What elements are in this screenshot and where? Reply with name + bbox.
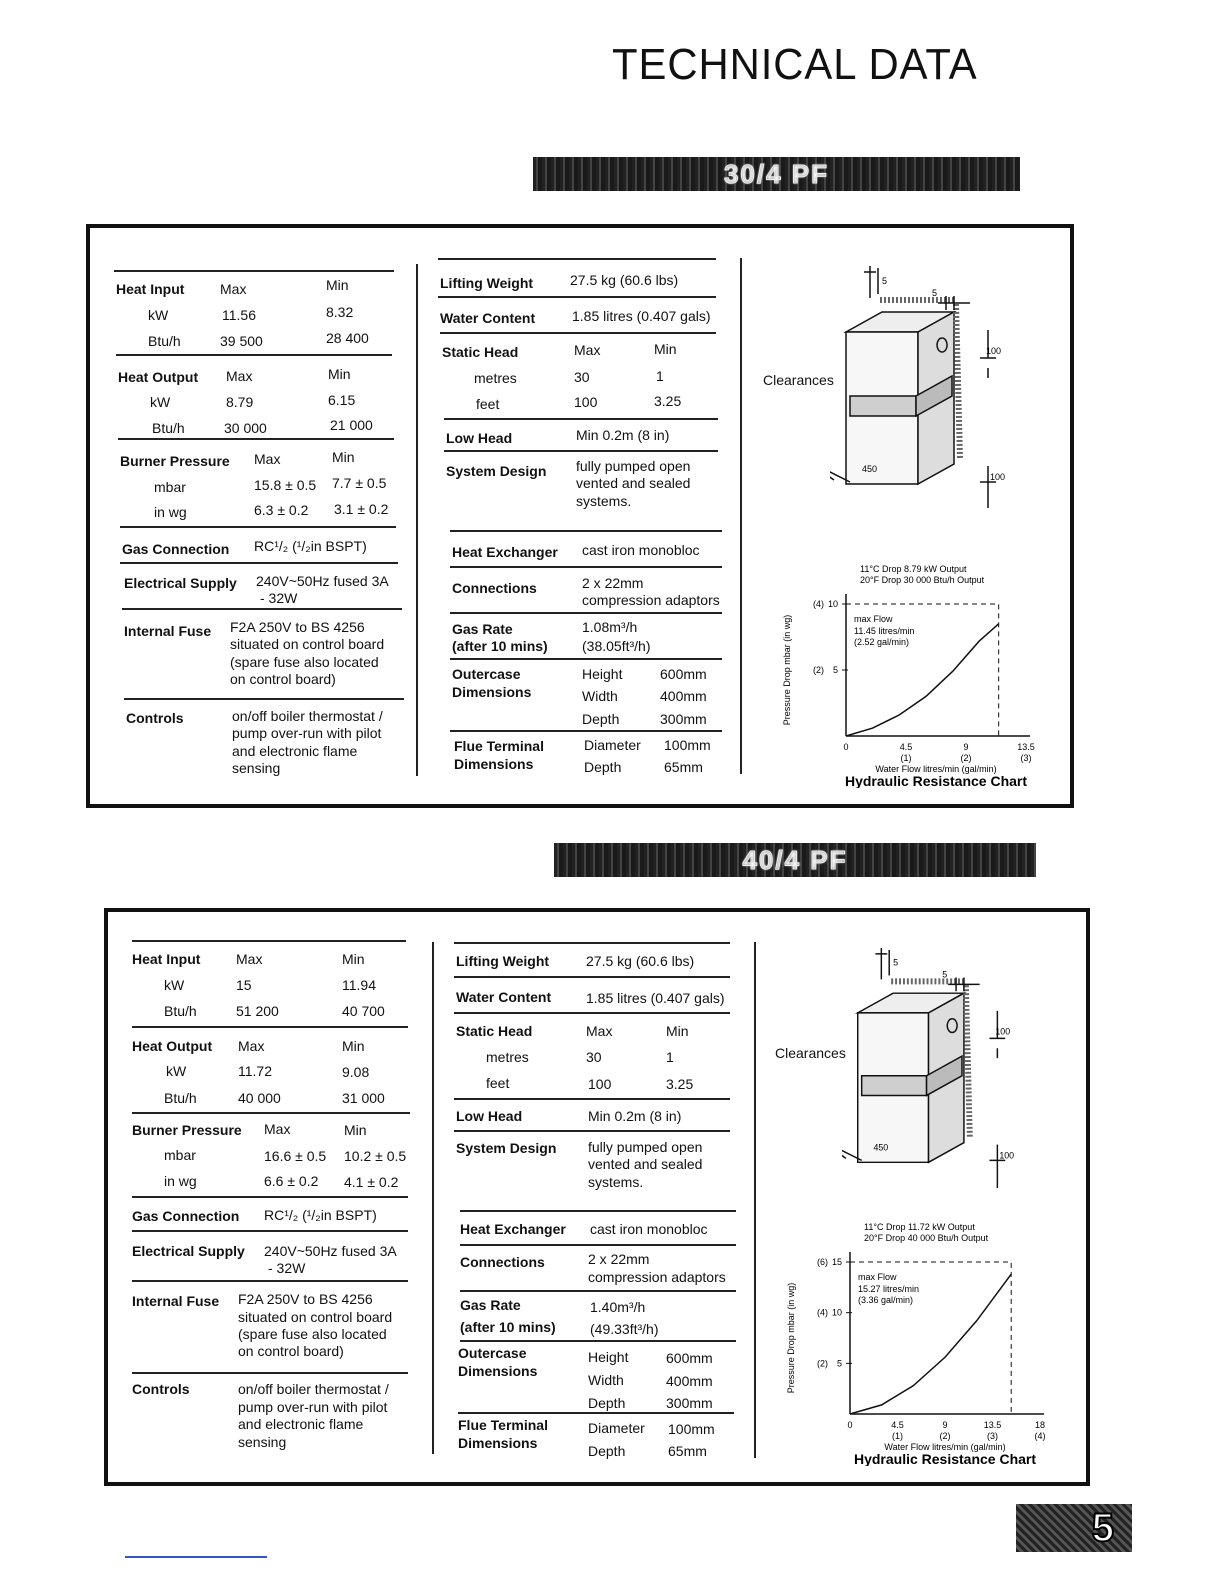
dimension-label: Width <box>582 688 618 704</box>
water-content-value: 1.85 litres (0.407 gals) <box>586 990 725 1006</box>
value: 11.72 <box>238 1063 272 1079</box>
system-design-line: vented and sealed <box>576 475 691 491</box>
max-label: Max <box>226 368 253 384</box>
min-label: Min <box>328 366 351 382</box>
outercase-sublabel: Dimensions <box>458 1363 538 1379</box>
x-tick-label: 13.5 <box>983 1420 1002 1430</box>
clearances-label: Clearances <box>763 372 834 388</box>
lifting-weight-value: 27.5 kg (60.6 lbs) <box>586 953 695 969</box>
clearance-bottom: 100 <box>999 1150 1015 1161</box>
value: 39 500 <box>220 333 263 349</box>
clearances-diagram <box>830 258 1070 508</box>
hydraulic-resistance-chart <box>780 1216 1060 1466</box>
dimension-label: Width <box>588 1372 624 1388</box>
y-tick-label: 5 <box>836 1358 842 1369</box>
low-head-value: Min 0.2m (8 in) <box>576 427 670 443</box>
value: 16.6 ± 0.5 <box>264 1148 327 1164</box>
static-head-label: Static Head <box>456 1023 533 1039</box>
internal-fuse-label: Internal Fuse <box>132 1293 220 1309</box>
value: 8.79 <box>226 394 254 410</box>
unit-label: kW <box>150 394 171 410</box>
clearance-bottom: 100 <box>990 472 1006 482</box>
unit-label: Btu/h <box>152 420 185 436</box>
unit-label: feet <box>476 396 500 412</box>
chart-annotation: 11°C Drop 8.79 kW Output <box>860 564 967 574</box>
page-number: 5 <box>1091 1505 1114 1550</box>
dimension-label: Depth <box>588 1443 626 1459</box>
unit-label: metres <box>486 1049 529 1065</box>
max-label: Max <box>254 451 281 467</box>
internal-fuse-line: (spare fuse also located <box>238 1326 387 1342</box>
value: 30 <box>586 1049 602 1065</box>
gas-rate-value: 1.40m³/h <box>590 1299 646 1315</box>
unit-label: in wg <box>164 1173 197 1189</box>
dimension-label: Diameter <box>588 1420 645 1436</box>
y-tick-label: 10 <box>831 1307 842 1318</box>
system-design-label: System Design <box>446 463 547 479</box>
dimension-label: Depth <box>584 759 622 775</box>
electrical-supply-label: Electrical Supply <box>124 575 237 591</box>
unit-label: mbar <box>164 1147 196 1163</box>
internal-fuse-line: situated on control board <box>238 1309 393 1325</box>
gas-rate-sublabel: (after 10 mins) <box>452 638 548 654</box>
controls-label: Controls <box>132 1381 190 1397</box>
max-label: Max <box>220 281 247 297</box>
controls-line: on/off boiler thermostat / <box>232 708 383 724</box>
system-design-line: fully pumped open <box>576 458 691 474</box>
water-content-label: Water Content <box>440 310 536 326</box>
electrical-supply-value: 240V~50Hz fused 3A <box>264 1243 397 1259</box>
heat-exchanger-label: Heat Exchanger <box>452 544 558 560</box>
flue-terminal-sublabel: Dimensions <box>454 756 534 772</box>
value: 3.25 <box>666 1076 694 1092</box>
min-label: Min <box>654 341 677 357</box>
unit-label: kW <box>166 1063 187 1079</box>
y-tick-label-secondary: (2) <box>813 665 824 675</box>
controls-line: sensing <box>232 760 281 776</box>
page-number-badge <box>1016 1504 1132 1552</box>
min-label: Min <box>344 1122 367 1138</box>
value: 6.15 <box>328 392 356 408</box>
low-head-label: Low Head <box>446 430 513 446</box>
value: 1 <box>656 368 664 384</box>
flue-terminal-sublabel: Dimensions <box>458 1435 538 1451</box>
dimension-label: Height <box>582 666 623 682</box>
x-tick-label-secondary: (1) <box>892 1431 903 1441</box>
max-flow-value: (3.36 gal/min) <box>858 1295 914 1305</box>
connections-label: Connections <box>460 1254 545 1270</box>
value: 8.32 <box>326 304 354 320</box>
dimension-value: 100mm <box>668 1421 715 1437</box>
max-label: Max <box>236 951 263 967</box>
x-tick-label: 18 <box>1034 1420 1046 1430</box>
gas-connection-value: RC¹/₂ (¹/₂in BSPT) <box>264 1207 377 1223</box>
static-head-label: Static Head <box>442 344 519 360</box>
value: 30 <box>574 369 590 385</box>
system-design-line: fully pumped open <box>588 1139 703 1155</box>
x-tick-label: 9 <box>963 742 969 752</box>
system-design-label: System Design <box>456 1140 557 1156</box>
chart-title: Hydraulic Resistance Chart <box>853 1451 1037 1466</box>
flue-terminal-label: Flue Terminal <box>454 738 544 754</box>
electrical-supply-value: - 32W <box>260 590 298 606</box>
controls-line: pump over-run with pilot <box>232 725 382 741</box>
footer-rule <box>125 1556 267 1558</box>
lifting-weight-label: Lifting Weight <box>440 275 534 291</box>
max-label: Max <box>238 1038 265 1054</box>
heat-output-label: Heat Output <box>132 1038 213 1054</box>
value: 4.1 ± 0.2 <box>344 1174 399 1190</box>
min-label: Min <box>326 277 349 293</box>
dimension-value: 300mm <box>660 711 707 727</box>
model-heading-band <box>554 843 1036 877</box>
x-tick-label: 0 <box>847 1420 853 1430</box>
y-axis-label: Pressure Drop mbar (in wg) <box>782 614 792 726</box>
connections-label: Connections <box>452 580 537 596</box>
heat-exchanger-value: cast iron monobloc <box>582 542 700 558</box>
chart-annotation: 20°F Drop 30 000 Btu/h Output <box>860 575 985 585</box>
value: 28 400 <box>326 330 369 346</box>
unit-label: kW <box>164 977 185 993</box>
x-tick-label: 0 <box>843 742 849 752</box>
controls-line: sensing <box>238 1434 287 1450</box>
value: 9.08 <box>342 1064 370 1080</box>
internal-fuse-line: (spare fuse also located <box>230 654 379 670</box>
dimension-value: 65mm <box>668 1443 707 1459</box>
unit-label: Btu/h <box>164 1003 197 1019</box>
system-design-line: vented and sealed <box>588 1156 703 1172</box>
x-tick-label-secondary: (1) <box>900 753 912 763</box>
x-tick-label-secondary: (3) <box>1020 753 1032 763</box>
outercase-sublabel: Dimensions <box>452 684 532 700</box>
gas-rate-label: Gas Rate <box>452 621 513 637</box>
y-tick-label-secondary: (6) <box>817 1257 828 1267</box>
x-axis-label: Water Flow litres/min (gal/min) <box>875 764 997 774</box>
dimension-value: 600mm <box>660 666 707 682</box>
min-label: Min <box>332 449 355 465</box>
dimension-value: 100mm <box>664 737 711 753</box>
value: 11.56 <box>222 307 256 323</box>
unit-label: kW <box>148 307 169 323</box>
y-tick-label: 10 <box>827 599 838 609</box>
dimension-label: Depth <box>582 711 620 727</box>
gas-connection-label: Gas Connection <box>122 541 230 557</box>
heat-input-label: Heat Input <box>116 281 185 297</box>
value: 100 <box>588 1076 612 1092</box>
unit-label: metres <box>474 370 517 386</box>
value: 6.6 ± 0.2 <box>264 1173 319 1189</box>
max-label: Max <box>574 342 601 358</box>
clearance-side-a: 5 <box>893 957 899 968</box>
dimension-value: 600mm <box>666 1350 713 1366</box>
value: 31 000 <box>342 1090 385 1106</box>
clearance-front: 450 <box>862 464 878 474</box>
value: 40 700 <box>342 1003 385 1019</box>
clearance-side-b: 5 <box>942 969 948 980</box>
gas-connection-value: RC¹/₂ (¹/₂in BSPT) <box>254 538 367 554</box>
lifting-weight-value: 27.5 kg (60.6 lbs) <box>570 272 679 288</box>
y-tick-label: 5 <box>832 665 838 675</box>
chart-annotation: 11°C Drop 11.72 kW Output <box>864 1222 975 1232</box>
clearances-label: Clearances <box>775 1045 846 1061</box>
value: 40 000 <box>238 1090 281 1106</box>
max-flow-value: (2.52 gal/min) <box>854 637 910 647</box>
dimension-value: 300mm <box>666 1395 713 1411</box>
y-tick-label-secondary: (4) <box>813 599 824 609</box>
max-label: Max <box>586 1023 613 1039</box>
internal-fuse-line: situated on control board <box>230 636 385 652</box>
water-content-label: Water Content <box>456 989 552 1005</box>
x-tick-label: 13.5 <box>1017 742 1035 752</box>
value: 11.94 <box>342 977 376 993</box>
electrical-supply-value: 240V~50Hz fused 3A <box>256 573 389 589</box>
outercase-label: Outercase <box>458 1345 527 1361</box>
y-tick-label-secondary: (4) <box>817 1307 828 1318</box>
max-label: Max <box>264 1121 291 1137</box>
controls-line: on/off boiler thermostat / <box>238 1381 389 1397</box>
value: 15.8 ± 0.5 <box>254 477 317 493</box>
value: 3.25 <box>654 393 682 409</box>
connections-value: 2 x 22mm <box>582 575 644 591</box>
value: 1 <box>666 1049 674 1065</box>
controls-line: and electronic flame <box>232 743 358 759</box>
model-name: 30/4 PF <box>723 158 830 189</box>
internal-fuse-line: F2A 250V to BS 4256 <box>230 619 365 635</box>
low-head-value: Min 0.2m (8 in) <box>588 1108 682 1124</box>
heat-output-label: Heat Output <box>118 369 199 385</box>
gas-rate-label: Gas Rate <box>460 1297 521 1313</box>
heat-exchanger-label: Heat Exchanger <box>460 1221 566 1237</box>
unit-label: Btu/h <box>148 333 181 349</box>
heat-input-label: Heat Input <box>132 951 201 967</box>
clearances-diagram <box>842 938 1078 1188</box>
min-label: Min <box>342 951 365 967</box>
system-design-line: systems. <box>588 1174 644 1190</box>
clearance-side-a: 5 <box>882 276 888 286</box>
x-tick-label-secondary: (2) <box>939 1431 951 1441</box>
gas-rate-value: (38.05ft³/h) <box>582 638 651 654</box>
gas-rate-value: (49.33ft³/h) <box>590 1321 659 1337</box>
electrical-supply-value: - 32W <box>268 1260 306 1276</box>
y-axis-label: Pressure Drop mbar (in wg) <box>786 1282 796 1394</box>
gas-rate-value: 1.08m³/h <box>582 619 638 635</box>
max-flow-value: 11.45 litres/min <box>854 626 915 636</box>
value: 30 000 <box>224 420 267 436</box>
min-label: Min <box>666 1023 689 1039</box>
controls-line: pump over-run with pilot <box>238 1399 388 1415</box>
dimension-value: 400mm <box>660 688 707 704</box>
clearance-front: 450 <box>873 1142 889 1153</box>
value: 21 000 <box>330 417 373 433</box>
x-tick-label-secondary: (4) <box>1034 1431 1046 1441</box>
page-title: TECHNICAL DATA <box>612 40 978 89</box>
water-content-value: 1.85 litres (0.407 gals) <box>572 308 711 324</box>
heat-exchanger-value: cast iron monobloc <box>590 1221 708 1237</box>
value: 51 200 <box>236 1003 279 1019</box>
spec-panel <box>86 224 1074 808</box>
connections-value: compression adaptors <box>582 592 720 608</box>
burner-pressure-label: Burner Pressure <box>132 1122 242 1138</box>
connections-value: compression adaptors <box>588 1269 726 1285</box>
unit-label: mbar <box>154 479 186 495</box>
dimension-label: Diameter <box>584 737 641 753</box>
dimension-value: 65mm <box>664 759 703 775</box>
controls-line: and electronic flame <box>238 1416 364 1432</box>
electrical-supply-label: Electrical Supply <box>132 1243 245 1259</box>
x-tick-label: 4.5 <box>899 742 913 752</box>
max-flow-label: max Flow <box>854 614 893 624</box>
unit-label: Btu/h <box>164 1090 197 1106</box>
flue-terminal-label: Flue Terminal <box>458 1417 548 1433</box>
clearance-top: 100 <box>995 1026 1011 1037</box>
value: 6.3 ± 0.2 <box>254 502 309 518</box>
model-name: 40/4 PF <box>742 844 848 875</box>
x-tick-label-secondary: (2) <box>960 753 972 763</box>
gas-rate-sublabel: (after 10 mins) <box>460 1319 556 1335</box>
hydraulic-resistance-chart <box>776 558 1046 788</box>
internal-fuse-line: F2A 250V to BS 4256 <box>238 1291 373 1307</box>
controls-label: Controls <box>126 710 184 726</box>
chart-title: Hydraulic Resistance Chart <box>844 773 1028 788</box>
min-label: Min <box>342 1038 365 1054</box>
internal-fuse-line: on control board) <box>230 671 336 687</box>
value: 10.2 ± 0.5 <box>344 1148 407 1164</box>
burner-pressure-label: Burner Pressure <box>120 453 230 469</box>
outercase-label: Outercase <box>452 666 521 682</box>
dimension-label: Depth <box>588 1395 626 1411</box>
x-axis-label: Water Flow litres/min (gal/min) <box>884 1442 1006 1452</box>
dimension-value: 400mm <box>666 1373 713 1389</box>
x-tick-label: 4.5 <box>891 1420 904 1430</box>
lifting-weight-label: Lifting Weight <box>456 953 550 969</box>
connections-value: 2 x 22mm <box>588 1251 650 1267</box>
clearance-top: 100 <box>986 346 1002 356</box>
model-heading-band <box>533 157 1020 191</box>
value: 7.7 ± 0.5 <box>332 475 387 491</box>
gas-connection-label: Gas Connection <box>132 1208 240 1224</box>
value: 100 <box>574 394 598 410</box>
system-design-line: systems. <box>576 493 632 509</box>
max-flow-label: max Flow <box>858 1272 897 1282</box>
internal-fuse-label: Internal Fuse <box>124 623 212 639</box>
y-tick-label-secondary: (2) <box>817 1358 828 1369</box>
value: 15 <box>236 977 252 993</box>
x-tick-label: 9 <box>942 1420 948 1430</box>
max-flow-value: 15.27 litres/min <box>858 1284 920 1294</box>
spec-panel <box>104 908 1090 1486</box>
y-tick-label: 15 <box>831 1257 842 1267</box>
unit-label: in wg <box>154 504 187 520</box>
unit-label: feet <box>486 1075 510 1091</box>
clearance-side-b: 5 <box>932 288 938 298</box>
chart-annotation: 20°F Drop 40 000 Btu/h Output <box>864 1233 989 1243</box>
low-head-label: Low Head <box>456 1108 523 1124</box>
internal-fuse-line: on control board) <box>238 1343 344 1359</box>
value: 3.1 ± 0.2 <box>334 501 389 517</box>
x-tick-label-secondary: (3) <box>987 1431 998 1441</box>
dimension-label: Height <box>588 1349 629 1365</box>
